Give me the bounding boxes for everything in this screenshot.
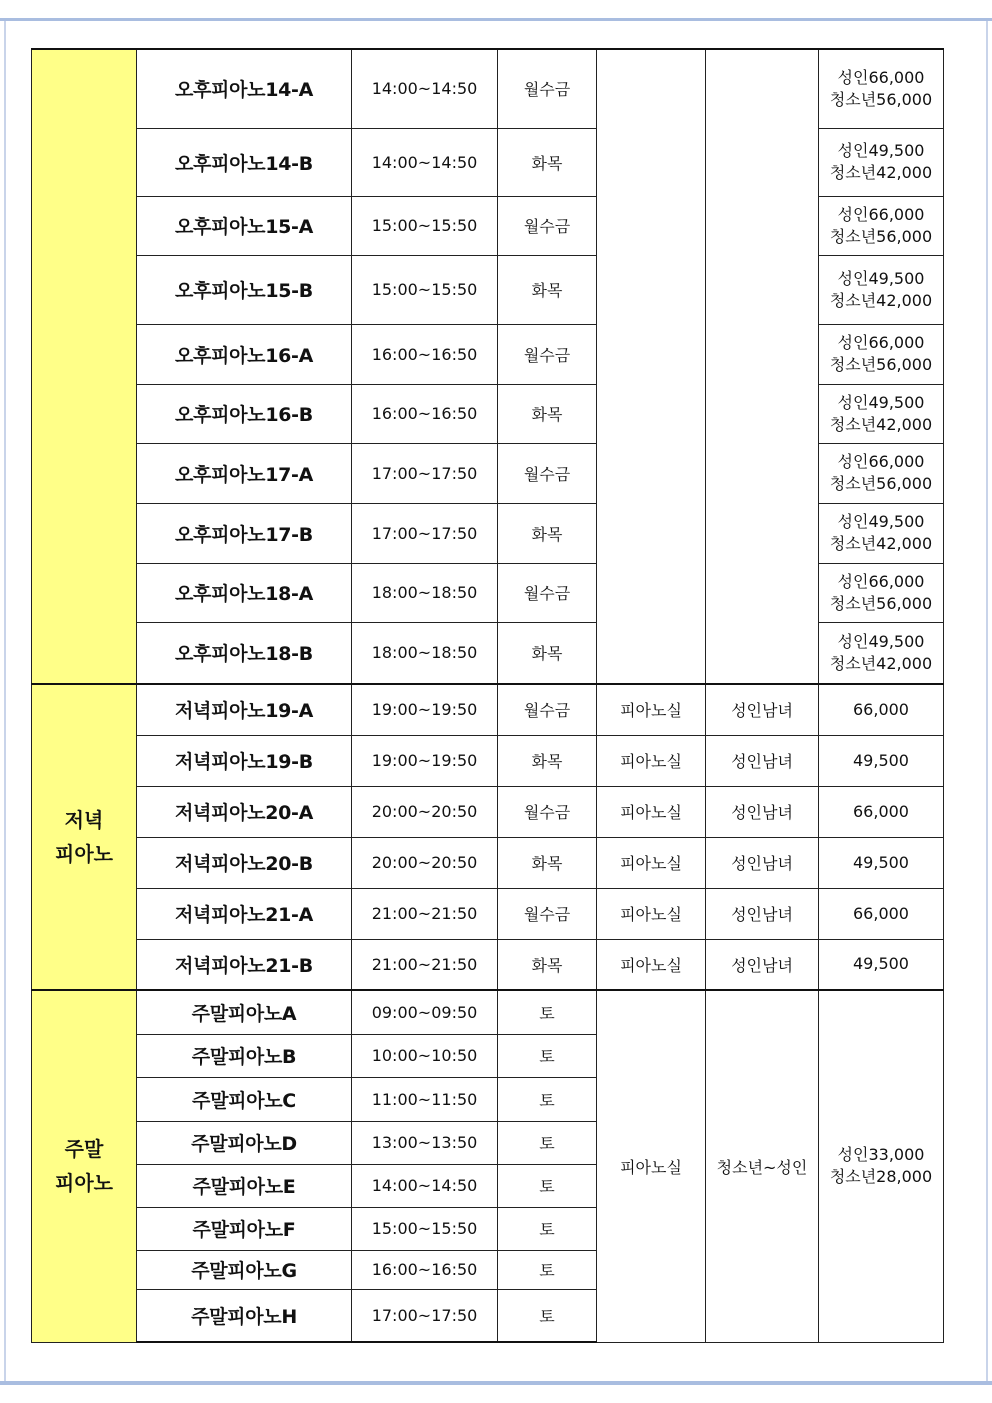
class-time: 17:00~17:50	[352, 443, 498, 503]
class-name: 오후피아노15-B	[137, 255, 352, 324]
class-name: 오후피아노17-B	[137, 503, 352, 563]
fee-adult: 성인66,000	[837, 333, 925, 352]
class-time: 16:00~16:50	[352, 1250, 498, 1289]
class-time: 15:00~15:50	[352, 196, 498, 255]
category-label-line1: 저녁	[64, 808, 104, 832]
class-time: 16:00~16:50	[352, 324, 498, 384]
class-days: 토	[498, 1034, 597, 1077]
class-time: 19:00~19:50	[352, 735, 498, 786]
target-cell	[706, 49, 819, 684]
room-cell: 피아노실	[597, 939, 706, 990]
fee-adult: 성인66,000	[837, 571, 925, 591]
class-days: 화목	[498, 622, 597, 684]
class-days: 월수금	[498, 196, 597, 255]
class-time: 15:00~15:50	[352, 255, 498, 324]
room-cell: 피아노실	[597, 786, 706, 837]
room-cell	[597, 49, 706, 684]
class-name: 오후피아노17-A	[137, 443, 352, 503]
class-name: 저녁피아노20-B	[137, 837, 352, 888]
page-frame-top-border	[0, 18, 992, 21]
class-time: 17:00~17:50	[352, 1289, 498, 1342]
fee-youth: 청소년42,000	[829, 653, 933, 673]
fee-youth: 청소년56,000	[829, 355, 933, 374]
room-cell: 피아노실	[597, 888, 706, 939]
class-time: 17:00~17:50	[352, 503, 498, 563]
class-days: 토	[498, 1250, 597, 1289]
fee-adult: 성인33,000	[837, 1145, 925, 1165]
fee-cell	[819, 49, 944, 128]
table-row	[32, 49, 944, 128]
class-name: 주말피아노D	[137, 1121, 352, 1164]
table-row	[32, 888, 944, 939]
fee-cell: 66,000	[819, 888, 944, 939]
fee-adult: 성인49,500	[837, 141, 925, 160]
class-days: 월수금	[498, 684, 597, 735]
class-days: 화목	[498, 939, 597, 990]
class-time: 10:00~10:50	[352, 1034, 498, 1077]
class-name: 주말피아노F	[137, 1207, 352, 1250]
category-cell-weekend	[32, 990, 137, 1342]
fee-adult: 성인66,000	[837, 452, 925, 471]
class-name: 오후피아노15-A	[137, 196, 352, 255]
class-days: 월수금	[498, 888, 597, 939]
class-time: 21:00~21:50	[352, 939, 498, 990]
class-name: 오후피아노16-A	[137, 324, 352, 384]
table-row	[32, 939, 944, 990]
class-days: 월수금	[498, 786, 597, 837]
target-cell: 청소년~성인	[706, 990, 819, 1342]
class-days: 토	[498, 1289, 597, 1342]
room-cell: 피아노실	[597, 837, 706, 888]
category-label-line2: 피아노	[55, 842, 113, 866]
fee-youth: 청소년42,000	[829, 534, 933, 553]
class-name: 주말피아노C	[137, 1077, 352, 1121]
fee-cell: 49,500	[819, 837, 944, 888]
class-time: 18:00~18:50	[352, 563, 498, 622]
fee-youth: 청소년42,000	[829, 414, 933, 434]
class-days: 토	[498, 1207, 597, 1250]
target-cell: 성인남녀	[706, 735, 819, 786]
fee-cell	[819, 324, 944, 384]
target-cell: 성인남녀	[706, 786, 819, 837]
class-time: 14:00~14:50	[352, 128, 498, 196]
class-name: 오후피아노14-A	[137, 49, 352, 128]
fee-adult: 성인49,500	[837, 392, 925, 412]
target-cell: 성인남녀	[706, 888, 819, 939]
fee-youth: 청소년56,000	[829, 593, 933, 613]
table-row	[32, 735, 944, 786]
piano-class-schedule-table	[31, 48, 944, 1343]
class-time: 14:00~14:50	[352, 49, 498, 128]
class-name: 오후피아노16-B	[137, 384, 352, 443]
class-days: 토	[498, 990, 597, 1034]
class-days: 화목	[498, 128, 597, 196]
fee-youth: 청소년28,000	[829, 1167, 933, 1187]
class-time: 21:00~21:50	[352, 888, 498, 939]
class-time: 19:00~19:50	[352, 684, 498, 735]
class-name: 주말피아노G	[137, 1250, 352, 1289]
fee-cell	[819, 443, 944, 503]
class-name: 저녁피아노19-A	[137, 684, 352, 735]
class-time: 11:00~11:50	[352, 1077, 498, 1121]
target-cell: 성인남녀	[706, 939, 819, 990]
class-time: 20:00~20:50	[352, 837, 498, 888]
fee-cell: 66,000	[819, 684, 944, 735]
class-name: 주말피아노E	[137, 1164, 352, 1207]
fee-cell	[819, 384, 944, 443]
table-row	[32, 786, 944, 837]
room-cell: 피아노실	[597, 990, 706, 1342]
room-cell: 피아노실	[597, 684, 706, 735]
class-days: 토	[498, 1077, 597, 1121]
class-days: 토	[498, 1164, 597, 1207]
class-name: 저녁피아노21-A	[137, 888, 352, 939]
page-frame-left-border	[4, 21, 6, 1381]
category-cell-afternoon	[32, 49, 137, 684]
class-days: 월수금	[498, 49, 597, 128]
page-frame-bottom-border	[0, 1381, 992, 1385]
category-cell-evening	[32, 684, 137, 990]
category-label-line2: 피아노	[55, 1171, 113, 1196]
fee-adult: 성인66,000	[837, 204, 925, 224]
fee-cell: 66,000	[819, 786, 944, 837]
fee-adult: 성인49,500	[837, 512, 925, 531]
fee-cell	[819, 128, 944, 196]
class-name: 오후피아노18-B	[137, 622, 352, 684]
class-time: 14:00~14:50	[352, 1164, 498, 1207]
class-days: 월수금	[498, 443, 597, 503]
class-name: 저녁피아노19-B	[137, 735, 352, 786]
fee-cell	[819, 563, 944, 622]
class-days: 월수금	[498, 563, 597, 622]
target-cell: 성인남녀	[706, 837, 819, 888]
table-row	[32, 684, 944, 735]
class-days: 화목	[498, 503, 597, 563]
class-name: 저녁피아노20-A	[137, 786, 352, 837]
class-time: 18:00~18:50	[352, 622, 498, 684]
fee-cell	[819, 503, 944, 563]
fee-youth: 청소년56,000	[829, 89, 933, 109]
fee-cell	[819, 196, 944, 255]
fee-cell	[819, 990, 944, 1342]
fee-youth: 청소년42,000	[829, 163, 933, 182]
class-name: 저녁피아노21-B	[137, 939, 352, 990]
table-row	[32, 837, 944, 888]
class-name: 주말피아노H	[137, 1289, 352, 1342]
class-time: 20:00~20:50	[352, 786, 498, 837]
class-time: 16:00~16:50	[352, 384, 498, 443]
class-name: 오후피아노14-B	[137, 128, 352, 196]
fee-adult: 성인49,500	[837, 268, 925, 288]
class-days: 화목	[498, 837, 597, 888]
fee-cell	[819, 255, 944, 324]
class-name: 주말피아노A	[137, 990, 352, 1034]
fee-adult: 성인66,000	[837, 67, 925, 87]
fee-cell	[819, 622, 944, 684]
category-label-line1: 주말	[64, 1137, 104, 1162]
class-days: 월수금	[498, 324, 597, 384]
class-days: 화목	[498, 255, 597, 324]
target-cell: 성인남녀	[706, 684, 819, 735]
page-frame-right-border	[986, 21, 988, 1381]
class-time: 13:00~13:50	[352, 1121, 498, 1164]
fee-youth: 청소년42,000	[829, 290, 933, 310]
class-days: 화목	[498, 735, 597, 786]
fee-cell: 49,500	[819, 735, 944, 786]
class-name: 주말피아노B	[137, 1034, 352, 1077]
fee-youth: 청소년56,000	[829, 474, 933, 493]
class-time: 15:00~15:50	[352, 1207, 498, 1250]
fee-adult: 성인49,500	[837, 631, 925, 651]
fee-cell: 49,500	[819, 939, 944, 990]
class-days: 토	[498, 1121, 597, 1164]
fee-youth: 청소년56,000	[829, 226, 933, 246]
room-cell: 피아노실	[597, 735, 706, 786]
class-time: 09:00~09:50	[352, 990, 498, 1034]
class-name: 오후피아노18-A	[137, 563, 352, 622]
class-days: 화목	[498, 384, 597, 443]
table-row	[32, 990, 944, 1034]
